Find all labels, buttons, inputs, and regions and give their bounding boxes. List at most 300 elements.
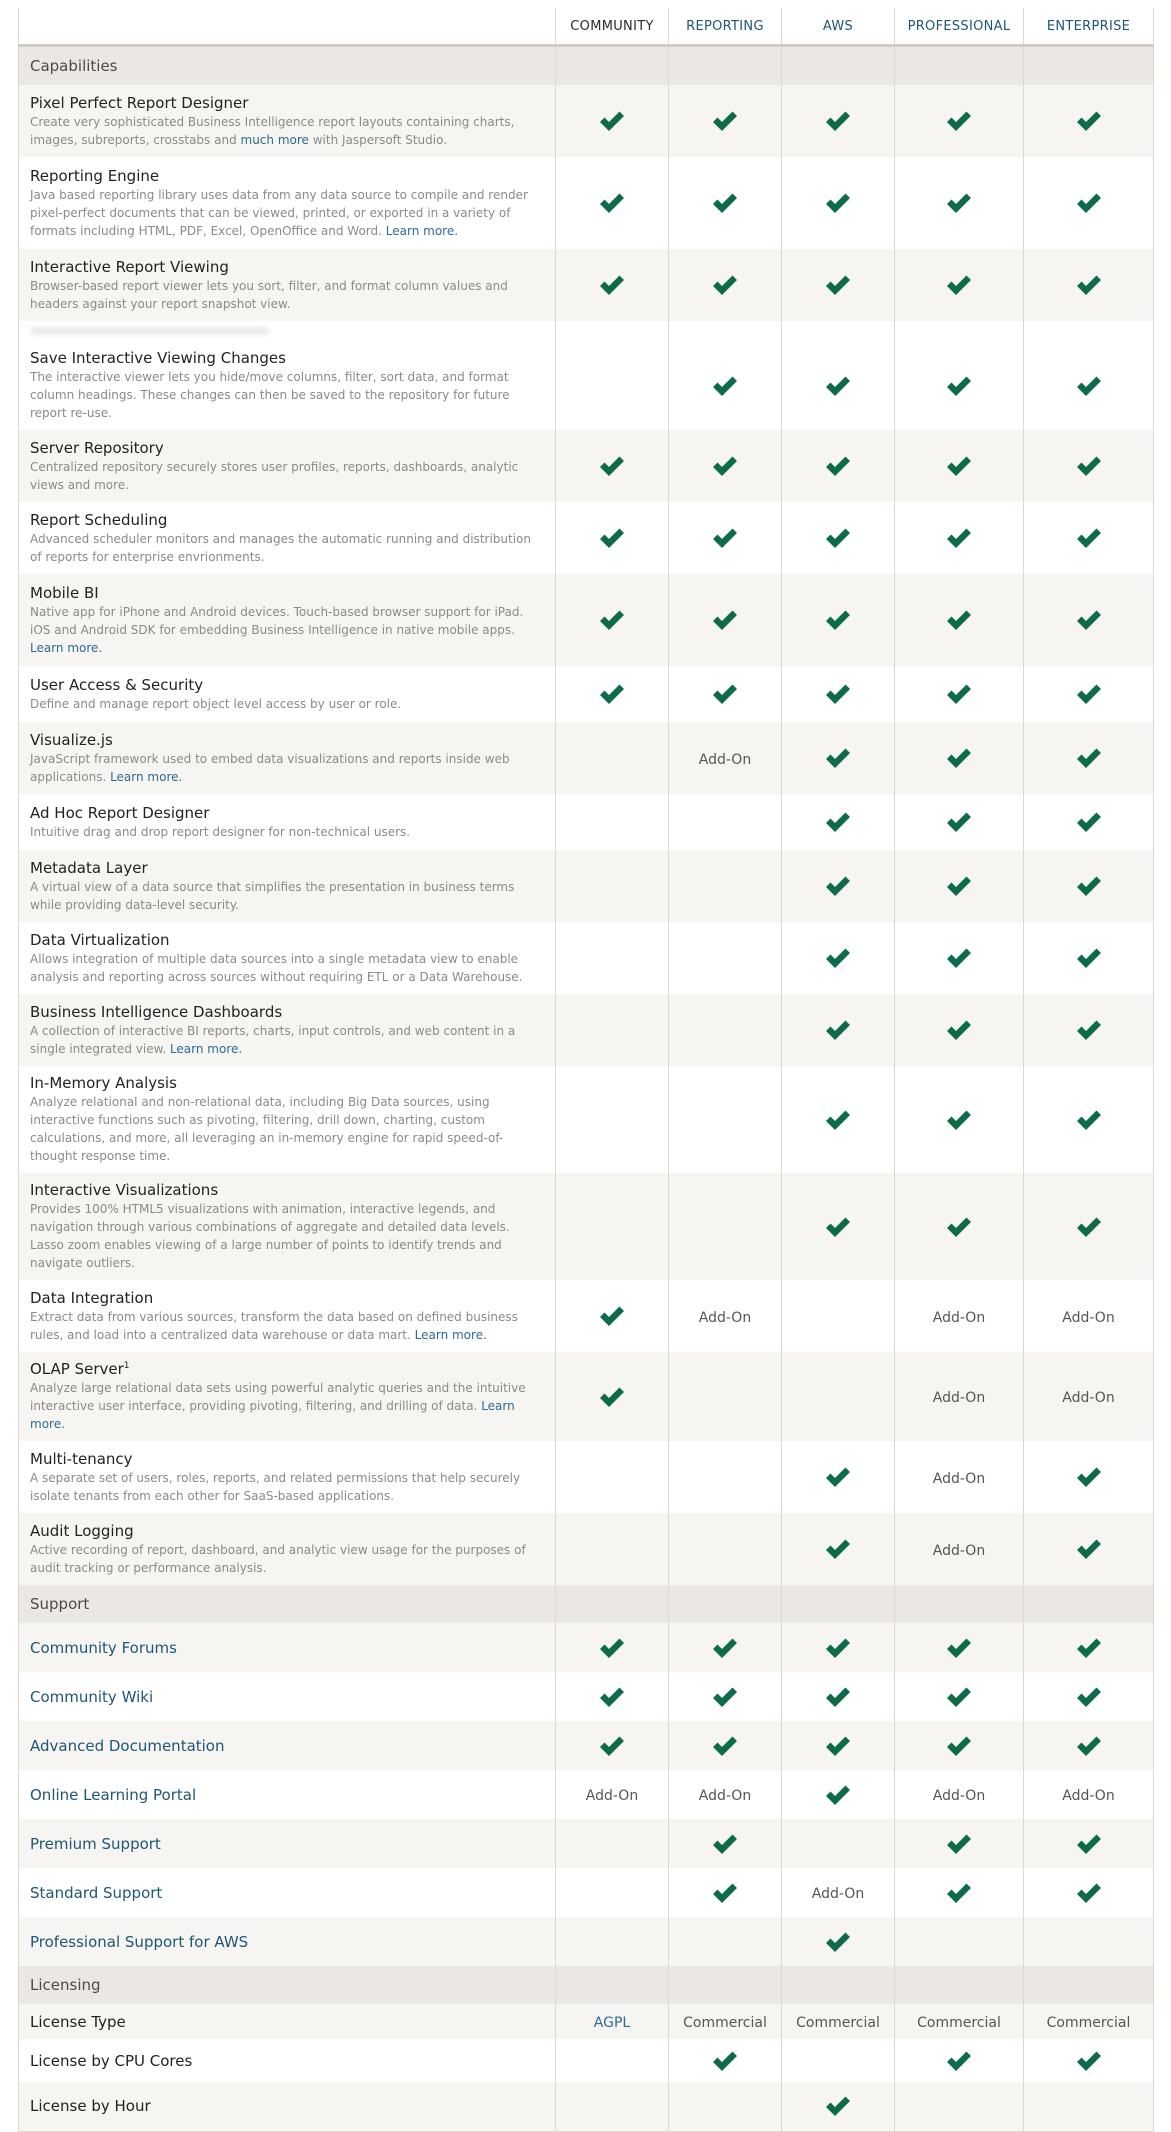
feature-row <box>19 1513 1154 1585</box>
check-icon <box>1075 1636 1103 1660</box>
feature-description <box>30 603 543 657</box>
cell-enterprise <box>1024 2004 1154 2039</box>
feature-description <box>30 1541 543 1577</box>
cell-reporting <box>669 1721 782 1770</box>
cell-aws <box>782 1352 895 1441</box>
cell-enterprise <box>1024 1770 1154 1819</box>
footnote-marker: 1 <box>123 1361 130 1371</box>
cell-community <box>556 1721 669 1770</box>
check-icon <box>598 1636 626 1660</box>
feature-row <box>19 1066 1154 1173</box>
cell-reporting <box>669 1623 782 1672</box>
cell-reporting <box>669 341 782 430</box>
feature-row <box>19 850 1154 922</box>
feature-title <box>30 1450 543 1468</box>
cell-value: Commercial <box>796 2015 880 2031</box>
cell-reporting <box>669 1173 782 1280</box>
feature-description <box>30 368 543 422</box>
cell-reporting <box>669 1819 782 1868</box>
feature-title-text: Interactive Report Viewing <box>30 257 229 276</box>
check-icon <box>1075 109 1103 133</box>
check-icon <box>1075 1108 1103 1132</box>
check-icon <box>945 374 973 398</box>
feature-title-text: Server Repository <box>30 438 164 457</box>
cell-enterprise <box>1024 157 1154 249</box>
cell-reporting <box>669 1868 782 1917</box>
feature-description <box>30 878 543 914</box>
cell-aws <box>782 850 895 922</box>
cell-reporting <box>669 794 782 850</box>
feature-description-text: Analyze large relational data sets using powerful analytic queries and the intuitive interactive user interface, providing pivoting, filtering, and drilling of data. <box>30 1381 526 1413</box>
header-community[interactable]: COMMUNITY <box>556 8 669 46</box>
cell-enterprise <box>1024 1672 1154 1721</box>
cell-professional <box>895 1352 1024 1441</box>
feature-row <box>19 922 1154 994</box>
cell-professional <box>895 430 1024 502</box>
cell-enterprise <box>1024 502 1154 574</box>
support-link[interactable]: Online Learning Portal <box>19 1770 556 1819</box>
feature-cell <box>19 1513 556 1585</box>
feature-description-text: Native app for iPhone and Android devices. Touch-based browser support for iPad. iOS and Android SDK for embedding Business Intelligence in native mobile apps. <box>30 604 524 637</box>
section-spacer <box>895 46 1024 86</box>
feature-title <box>30 1003 543 1021</box>
cell-community <box>556 1066 669 1173</box>
feature-title <box>30 584 543 602</box>
feature-description-text: Centralized repository securely stores user profiles, reports, dashboards, analytic views and more. <box>30 459 519 492</box>
check-icon <box>945 454 973 478</box>
support-row <box>19 1721 1154 1770</box>
cell-value: Add-On <box>698 1788 752 1804</box>
support-link[interactable]: Community Wiki <box>19 1672 556 1721</box>
check-icon <box>1075 1881 1103 1905</box>
feature-cell <box>19 922 556 994</box>
cell-community <box>556 1441 669 1513</box>
cell-reporting <box>669 2039 782 2082</box>
check-icon <box>824 1465 852 1489</box>
cell-community <box>556 1623 669 1672</box>
feature-row <box>19 249 1154 321</box>
cell-professional <box>895 994 1024 1066</box>
check-icon <box>1075 1537 1103 1561</box>
learn-more-link[interactable]: much more <box>240 132 309 147</box>
cell-professional <box>895 922 1024 994</box>
feature-title <box>30 1181 543 1199</box>
cell-community <box>556 2039 669 2082</box>
feature-cell <box>19 502 556 574</box>
cell-value: Add-On <box>932 1309 986 1326</box>
blurred-cell <box>1024 321 1154 341</box>
check-icon <box>945 1636 973 1660</box>
section-spacer <box>669 1966 782 2004</box>
feature-description-text: Allows integration of multiple data sources into a single metadata view to enable analysis and reporting across sources without requiring ETL or a Data Warehouse. <box>30 951 523 984</box>
cell-aws <box>782 1623 895 1672</box>
cell-value: Add-On <box>1062 1309 1115 1326</box>
check-icon <box>1075 1215 1103 1239</box>
cell-community <box>556 1917 669 1966</box>
cell-community <box>556 1770 669 1819</box>
check-icon <box>1075 273 1103 297</box>
feature-title <box>30 731 543 749</box>
licensing-row <box>19 2039 1154 2082</box>
feature-description <box>30 950 543 986</box>
check-icon <box>711 608 739 632</box>
blurred-text <box>30 327 270 335</box>
check-icon <box>711 1685 739 1709</box>
cell-value: Add-On <box>932 1390 986 1406</box>
feature-title-text: Interactive Visualizations <box>30 1181 219 1199</box>
check-icon <box>824 2094 852 2118</box>
cell-aws <box>782 502 895 574</box>
cell-community <box>556 1819 669 1868</box>
header-feature-column <box>19 8 556 46</box>
section-title: Capabilities <box>19 46 556 86</box>
check-icon <box>945 682 973 706</box>
support-link[interactable]: Community Forums <box>19 1623 556 1672</box>
blurred-cell <box>895 321 1024 341</box>
table-body <box>19 46 1154 2132</box>
cell-community <box>556 341 669 430</box>
check-icon <box>598 608 626 632</box>
check-icon <box>824 946 852 970</box>
feature-title <box>30 167 543 185</box>
check-icon <box>824 874 852 898</box>
support-row <box>19 1623 1154 1672</box>
check-icon <box>824 1537 852 1561</box>
feature-description-text: Provides 100% HTML5 visualizations with animation, interactive legends, and navigation through various combinations of aggregate and detailed data levels. Lasso zoom enables viewing of a large number of points to identify trends and navigate outliers. <box>30 1202 510 1270</box>
feature-title <box>30 349 543 367</box>
cell-aws <box>782 2039 895 2082</box>
cell-reporting <box>669 249 782 321</box>
learn-more-link[interactable]: Learn more. <box>110 769 183 784</box>
cell-reporting <box>669 1513 782 1585</box>
section-spacer <box>1024 1966 1154 2004</box>
check-icon <box>598 1385 626 1409</box>
check-icon <box>945 1832 973 1856</box>
feature-title-text: Data Integration <box>30 1288 154 1307</box>
cell-community <box>556 2004 669 2039</box>
check-icon <box>598 1685 626 1709</box>
cell-enterprise <box>1024 666 1154 722</box>
learn-more-link[interactable]: Learn more. <box>30 1399 515 1431</box>
feature-cell <box>19 1066 556 1173</box>
feature-description <box>30 823 543 841</box>
check-icon <box>824 1018 852 1042</box>
cell-enterprise <box>1024 574 1154 666</box>
support-row <box>19 1770 1154 1819</box>
cell-reporting <box>669 1672 782 1721</box>
feature-cell <box>19 794 556 850</box>
check-icon <box>824 526 852 550</box>
cell-community <box>556 430 669 502</box>
cell-community <box>556 85 669 157</box>
cell-value: Add-On <box>698 751 752 768</box>
check-icon <box>945 810 973 834</box>
learn-more-link[interactable]: Learn more. <box>169 1041 243 1056</box>
cell-value: Commercial <box>683 2015 767 2031</box>
cell-value: Commercial <box>917 2015 1001 2031</box>
check-icon <box>1075 526 1103 550</box>
feature-cell <box>19 850 556 922</box>
section-spacer <box>1024 1585 1154 1623</box>
feature-description-text: Analyze relational and non-relational data, including Big Data sources, using interactive functions such as pivoting, filtering, drill down, charting, custom calculations, and more, all leveraging an in-memory engine for rapid speed-of-thought response time. <box>30 1095 504 1163</box>
support-row <box>19 1917 1154 1966</box>
support-link[interactable]: Premium Support <box>19 1819 556 1868</box>
feature-title <box>30 258 543 276</box>
feature-row <box>19 1441 1154 1513</box>
check-icon <box>824 1783 852 1807</box>
check-icon <box>1075 746 1103 770</box>
cell-reporting <box>669 157 782 249</box>
feature-title-text: In-Memory Analysis <box>30 1074 177 1092</box>
feature-cell <box>19 994 556 1066</box>
feature-description-text: Advanced scheduler monitors and manages the automatic running and distribution of reports for enterprise envrionments. <box>30 531 531 564</box>
feature-row <box>19 1352 1154 1441</box>
section-spacer <box>895 1966 1024 2004</box>
check-icon <box>945 608 973 632</box>
licensing-label: License Type <box>19 2004 556 2039</box>
check-icon <box>945 2049 973 2073</box>
check-icon <box>598 1734 626 1758</box>
cell-reporting <box>669 850 782 922</box>
section-spacer <box>782 1585 895 1623</box>
feature-title-text: Multi-tenancy <box>30 1449 133 1468</box>
check-icon <box>824 1734 852 1758</box>
support-row <box>19 1672 1154 1721</box>
check-icon <box>598 109 626 133</box>
check-icon <box>711 273 739 297</box>
cell-community <box>556 1672 669 1721</box>
header-reporting[interactable]: REPORTING <box>669 8 782 46</box>
cell-aws <box>782 157 895 249</box>
cell-enterprise <box>1024 341 1154 430</box>
feature-title-text: Visualize.js <box>30 730 113 749</box>
check-icon <box>598 273 626 297</box>
feature-cell <box>19 722 556 794</box>
cell-enterprise <box>1024 1280 1154 1352</box>
section-title: Licensing <box>19 1966 556 2004</box>
feature-cell <box>19 666 556 722</box>
cell-aws <box>782 1173 895 1280</box>
support-section-header <box>19 1585 1154 1623</box>
section-spacer <box>895 1585 1024 1623</box>
cell-aws <box>782 1441 895 1513</box>
section-spacer <box>556 1966 669 2004</box>
cell-aws <box>782 1721 895 1770</box>
support-link[interactable]: Professional Support for AWS <box>19 1917 556 1966</box>
feature-title <box>30 1074 543 1092</box>
section-spacer <box>782 1966 895 2004</box>
cell-value: Commercial <box>1046 2015 1131 2031</box>
feature-description-text: Create very sophisticated Business Intelligence report layouts containing charts, images, subreports, crosstabs and <box>30 114 515 147</box>
check-icon <box>598 526 626 550</box>
cell-community <box>556 2082 669 2131</box>
blurred-row <box>19 321 1154 341</box>
feature-description-text: Active recording of report, dashboard, and analytic view usage for the purposes of audit tracking or performance analysis. <box>30 1542 526 1575</box>
cell-reporting <box>669 722 782 794</box>
feature-row <box>19 85 1154 157</box>
cell-professional <box>895 249 1024 321</box>
header-professional[interactable]: PROFESSIONAL <box>895 8 1024 46</box>
feature-description <box>30 458 543 494</box>
edition-comparison <box>18 8 1153 2132</box>
section-spacer <box>669 46 782 86</box>
cell-enterprise <box>1024 994 1154 1066</box>
section-spacer <box>1024 46 1154 86</box>
check-icon <box>598 454 626 478</box>
cell-community <box>556 722 669 794</box>
cell-professional <box>895 1819 1024 1868</box>
check-icon <box>824 273 852 297</box>
learn-more-link[interactable]: Learn more. <box>414 1327 487 1342</box>
cell-professional <box>895 157 1024 249</box>
feature-description-text: Intuitive drag and drop report designer for non-technical users. <box>30 824 411 839</box>
feature-description <box>30 1200 543 1272</box>
cell-value: Add-On <box>811 1886 865 1902</box>
cell-value: Add-On <box>1062 1390 1115 1406</box>
cell-community <box>556 850 669 922</box>
cell-reporting <box>669 1066 782 1173</box>
feature-title <box>30 1360 543 1378</box>
feature-title-text: Pixel Perfect Report Designer <box>30 93 249 112</box>
learn-more-link[interactable]: Learn more. <box>30 640 103 655</box>
check-icon <box>824 682 852 706</box>
cell-professional <box>895 850 1024 922</box>
cell-aws <box>782 430 895 502</box>
feature-row <box>19 574 1154 666</box>
feature-description <box>30 695 543 713</box>
feature-description <box>30 750 543 786</box>
feature-title-text: User Access & Security <box>30 675 204 694</box>
feature-row <box>19 794 1154 850</box>
table-header <box>19 8 1154 46</box>
cell-value: Add-On <box>932 1788 986 1804</box>
cell-enterprise <box>1024 922 1154 994</box>
check-icon <box>824 1930 852 1954</box>
cell-reporting <box>669 1280 782 1352</box>
cell-professional <box>895 1280 1024 1352</box>
cell-enterprise <box>1024 1917 1154 1966</box>
check-icon <box>1075 874 1103 898</box>
cell-aws <box>782 722 895 794</box>
cell-aws <box>782 2082 895 2131</box>
check-icon <box>945 526 973 550</box>
support-link[interactable]: Advanced Documentation <box>19 1721 556 1770</box>
check-icon <box>1075 946 1103 970</box>
check-icon <box>945 746 973 770</box>
cell-value: Add-On <box>1062 1788 1115 1804</box>
learn-more-link[interactable]: Learn more. <box>385 223 459 238</box>
check-icon <box>945 1018 973 1042</box>
blurred-label <box>19 321 556 341</box>
feature-cell <box>19 85 556 157</box>
check-icon <box>945 191 973 215</box>
check-icon <box>945 1685 973 1709</box>
feature-title-text: Reporting Engine <box>30 166 160 185</box>
cell-enterprise <box>1024 85 1154 157</box>
feature-description-text: Browser-based report viewer lets you sort, filter, and format column values and headers against your report snapshot view. <box>30 278 508 311</box>
licensing-row <box>19 2004 1154 2039</box>
feature-row <box>19 994 1154 1066</box>
feature-title <box>30 804 543 822</box>
check-icon <box>1075 1734 1103 1758</box>
cell-enterprise <box>1024 794 1154 850</box>
cell-reporting <box>669 85 782 157</box>
feature-description-text: The interactive viewer lets you hide/move columns, filter, sort data, and format column headings. These changes can then be saved to the repository for future report re-use. <box>30 370 510 420</box>
check-icon <box>824 1636 852 1660</box>
cell-community <box>556 666 669 722</box>
section-spacer <box>556 46 669 86</box>
check-icon <box>711 191 739 215</box>
cell-community <box>556 574 669 666</box>
cell-community <box>556 1513 669 1585</box>
cell-reporting <box>669 2004 782 2039</box>
feature-row <box>19 157 1154 249</box>
cell-professional <box>895 2082 1024 2131</box>
check-icon <box>711 454 739 478</box>
check-icon <box>824 374 852 398</box>
feature-row <box>19 1280 1154 1352</box>
capabilities-section-header <box>19 46 1154 86</box>
check-icon <box>1075 2049 1103 2073</box>
cell-enterprise <box>1024 1066 1154 1173</box>
check-icon <box>945 946 973 970</box>
cell-aws <box>782 1917 895 1966</box>
cell-enterprise <box>1024 1623 1154 1672</box>
feature-description <box>30 530 543 566</box>
feature-title <box>30 511 543 529</box>
support-link[interactable]: Standard Support <box>19 1868 556 1917</box>
feature-cell <box>19 1441 556 1513</box>
header-enterprise[interactable]: ENTERPRISE <box>1024 8 1154 46</box>
feature-title <box>30 931 543 949</box>
check-icon <box>1075 1465 1103 1489</box>
cell-community <box>556 1868 669 1917</box>
feature-title-text: Audit Logging <box>30 1521 134 1540</box>
cell-community <box>556 157 669 249</box>
check-icon <box>945 1734 973 1758</box>
check-icon <box>945 109 973 133</box>
feature-row <box>19 341 1154 430</box>
feature-title <box>30 1289 543 1307</box>
section-spacer <box>782 46 895 86</box>
feature-description-text: Define and manage report object level access by user or role. <box>30 696 402 711</box>
cell-reporting <box>669 666 782 722</box>
cell-aws <box>782 1868 895 1917</box>
feature-title-text: Report Scheduling <box>30 510 168 529</box>
license-link[interactable]: AGPL <box>593 2015 631 2031</box>
cell-community <box>556 249 669 321</box>
feature-title-text: Business Intelligence Dashboards <box>30 1002 283 1021</box>
cell-professional <box>895 85 1024 157</box>
section-title: Support <box>19 1585 556 1623</box>
cell-aws <box>782 574 895 666</box>
cell-reporting <box>669 430 782 502</box>
cell-reporting <box>669 1770 782 1819</box>
section-spacer <box>669 1585 782 1623</box>
check-icon <box>945 273 973 297</box>
cell-enterprise <box>1024 2082 1154 2131</box>
feature-cell <box>19 1280 556 1352</box>
header-aws[interactable]: AWS <box>782 8 895 46</box>
check-icon <box>1075 682 1103 706</box>
feature-title <box>30 94 543 112</box>
feature-description-text: JavaScript framework used to embed data visualizations and reports inside web applications. <box>30 751 510 784</box>
cell-reporting <box>669 922 782 994</box>
check-icon <box>1075 1685 1103 1709</box>
feature-cell <box>19 1173 556 1280</box>
cell-reporting <box>669 1441 782 1513</box>
cell-aws <box>782 2004 895 2039</box>
